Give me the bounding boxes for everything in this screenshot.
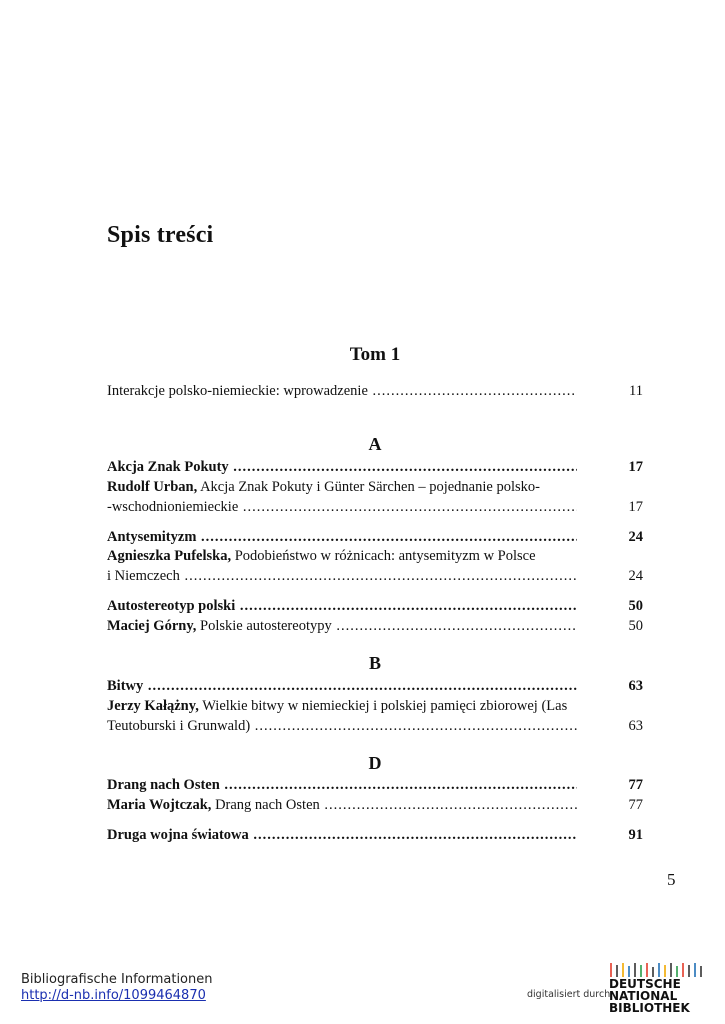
toc-entry-text: Drang nach Osten ..... <box>107 775 577 795</box>
dnb-logo-line2: NATIONAL <box>609 989 678 1003</box>
bibliographic-info-label: Bibliografische Informationen <box>21 972 213 987</box>
toc-entry-text: Akcja Znak Pokuty i Günter Särchen – pojednanie polsko- <box>197 479 540 495</box>
toc-entry-text: Akcja Znak Pokuty ..... <box>107 457 577 477</box>
toc-entry-text: Antysemityzm ..... <box>107 527 577 547</box>
toc-entry-page: 50 <box>593 596 643 616</box>
toc-entry-page: 24 <box>593 566 643 586</box>
dnb-logo-line3: BIBLIOTHEK <box>609 1001 690 1013</box>
toc-entry-antysemityzm[interactable] <box>107 527 643 547</box>
toc-entry-text: Polskie autostereotypy <box>196 618 332 634</box>
toc-entry-text: -wschodnioniemieckie ..... <box>107 497 577 517</box>
section-letter-b: B <box>368 653 381 673</box>
volume-heading: Tom 1 <box>349 344 401 365</box>
section-letter-d: D <box>368 753 382 773</box>
toc-author: Maciej Górny, <box>107 618 197 634</box>
toc-entry-text: Druga wojna światowa ..... <box>107 825 577 845</box>
toc-entry-text: Bitwy ..... <box>107 676 577 696</box>
toc-entry-gorny[interactable] <box>107 616 643 636</box>
toc-entry-pufelska-line1[interactable] <box>107 546 643 566</box>
toc-entry-intro[interactable] <box>107 381 643 401</box>
toc-entry-kalazny-line2[interactable] <box>107 716 643 736</box>
page-number: 5 <box>667 870 676 889</box>
toc-author: Jerzy Kałążny, <box>107 698 199 714</box>
toc-entry-autostereotyp[interactable] <box>107 596 643 616</box>
toc-entry-page: 77 <box>593 795 643 815</box>
toc-entry-page: 11 <box>593 381 643 401</box>
toc-entry-urban-line2[interactable] <box>107 497 643 517</box>
toc-author: Rudolf Urban, <box>107 479 198 495</box>
toc-entry-page: 77 <box>593 775 643 795</box>
toc-entry-drang[interactable] <box>107 775 643 795</box>
toc-entry-text: Drang nach Osten <box>211 797 320 813</box>
dnb-logo <box>608 963 706 1013</box>
toc-entry-kalazny-line1[interactable] <box>107 696 643 716</box>
section-letter-a: A <box>368 434 382 454</box>
toc-entry-text: Podobieństwo w różnicach: antysemityzm w Polsce <box>231 548 536 564</box>
toc-entry-page: 63 <box>593 676 643 696</box>
toc-entry-text: i Niemczech ..... <box>107 566 577 586</box>
toc-entry-druga-wojna[interactable] <box>107 825 643 845</box>
digitized-by-label: digitalisiert durch <box>527 989 611 1000</box>
toc-entry-bitwy[interactable] <box>107 676 643 696</box>
toc-entry-text: Teutoburski i Grunwald) ..... <box>107 716 577 736</box>
toc-entry-wojtczak[interactable] <box>107 795 643 815</box>
toc-entry-text: Interakcje polsko-niemieckie: wprowadzenie ..... <box>107 381 577 401</box>
toc-author: Agnieszka Pufelska, <box>107 548 232 564</box>
toc-entry-page: 63 <box>593 716 643 736</box>
bibliographic-info <box>21 972 213 1004</box>
page-title: Spis treści <box>107 222 214 248</box>
toc-entry-urban-line1[interactable] <box>107 477 643 497</box>
toc-entry-pufelska-line2[interactable] <box>107 566 643 586</box>
toc-entry-page: 17 <box>593 497 643 517</box>
bibliographic-info-link[interactable]: http://d-nb.info/1099464870 <box>21 988 206 1003</box>
toc-author: Maria Wojtczak, <box>107 797 212 813</box>
toc-entry-page: 24 <box>593 527 643 547</box>
toc-entry-page: 91 <box>593 825 643 845</box>
dnb-logo-line1: DEUTSCHE <box>609 977 681 991</box>
toc-entry-akcja[interactable] <box>107 457 643 477</box>
toc-entry-text: Autostereotyp polski ..... <box>107 596 577 616</box>
toc-entry-page: 50 <box>593 616 643 636</box>
dnb-logo-graphic <box>608 963 706 1013</box>
toc-entry-page: 17 <box>593 457 643 477</box>
toc-entry-text: Wielkie bitwy w niemieckiej i polskiej pamięci zbiorowej (Las <box>198 698 568 714</box>
